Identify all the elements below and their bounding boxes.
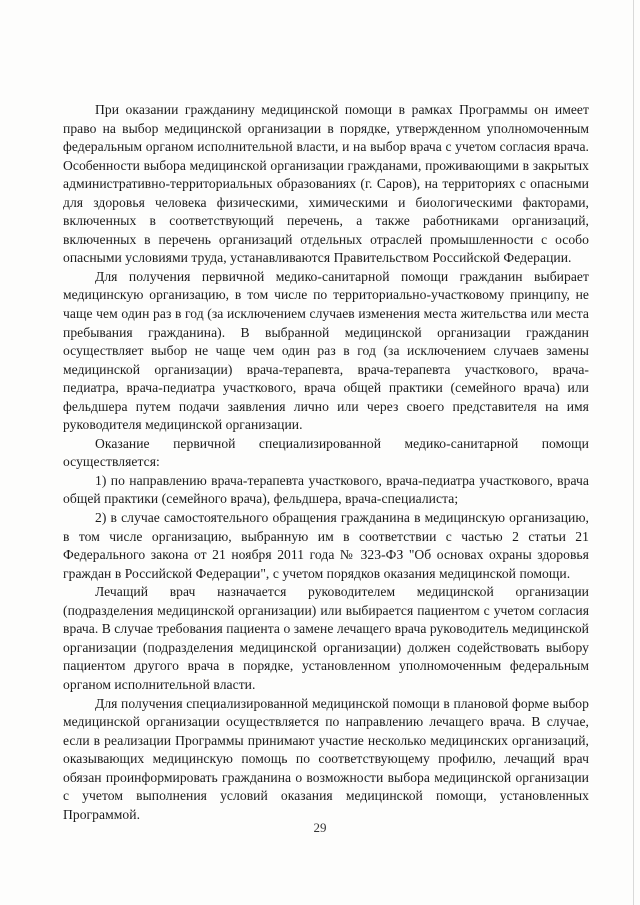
scan-edge xyxy=(633,0,634,905)
list-item-self-referral: 2) в случае самостоятельного обращения гражданина в медицинскую организацию, в том числе организацию, выбранную им в соответствии с частью 2 статьи 21 Федерального закона от 21 ноября 2011 года № 323-ФЗ "Об основах охраны здоровья граждан в Российской Федерации", с учетом порядков оказания медицинской помощи. xyxy=(63,510,589,581)
document-body xyxy=(63,101,589,824)
paragraph-specialized-care-intro: Оказание первичной специализированной медико-санитарной помощи осуществляется: xyxy=(63,435,589,470)
paragraph-choice-of-organization: При оказании гражданину медицинской помощи в рамках Программы он имеет право на выбор медицинской организации в порядке, утвержденном уполномоченным федеральным органом исполнительной власти, и на выбор врача с учетом согласия врача. Особенности выбора медицинской организации гражданами, проживающими в закрытых административно-территориальных образованиях (г. Саров), на территориях с опасными для здоровья человека физическими, химическими и биологическими факторами, включенных в соответствующий перечень, а также работниками организаций, включенных в перечень организаций отдельных отраслей промышленности с особо опасными условиями труда, устанавливаются Правительством Российской Федерации. xyxy=(63,102,589,266)
paragraph-primary-care-choice: Для получения первичной медико-санитарной помощи гражданин выбирает медицинскую организацию, в том числе по территориально-участковому принципу, не чаще чем один раз в год (за исключением случаев изменения места жительства или места пребывания гражданина). В выбранной медицинской организации гражданин осуществляет выбор не чаще чем один раз в год (за исключением случаев замены медицинской организации) врача-терапевта, врача-терапевта участкового, врача-педиатра, врача-педиатра участкового, врача общей практики (семейного врача) или фельдшера путем подачи заявления лично или через своего представителя на имя руководителя медицинской организации. xyxy=(63,268,589,433)
page-number: 29 xyxy=(313,820,327,835)
paragraph-attending-physician: Лечащий врач назначается руководителем медицинской организации (подразделения медицинской организации) или выбирается пациентом с учетом согласия врача. В случае требования пациента о замене лечащего врача руководитель медицинской организации (подразделения медицинской организации) должен содействовать выбору пациентом другого врача в порядке, установленном уполномоченным федеральным органом исполнительной власти. xyxy=(63,584,589,692)
paragraph-planned-specialized-care: Для получения специализированной медицинской помощи в плановой форме выбор медицинской организации осуществляется по направлению лечащего врача. В случае, если в реализации Программы принимают участие несколько медицинских организаций, оказывающих медицинскую помощь по соответствующему профилю, лечащий врач обязан проинформировать гражданина о возможности выбора медицинской организации с учетом выполнения условий оказания медицинской помощи, установленных Программой. xyxy=(63,695,589,822)
list-item-referral: 1) по направлению врача-терапевта участкового, врача-педиатра участкового, врача общей практики (семейного врача), фельдшера, врача-специалиста; xyxy=(63,472,589,507)
